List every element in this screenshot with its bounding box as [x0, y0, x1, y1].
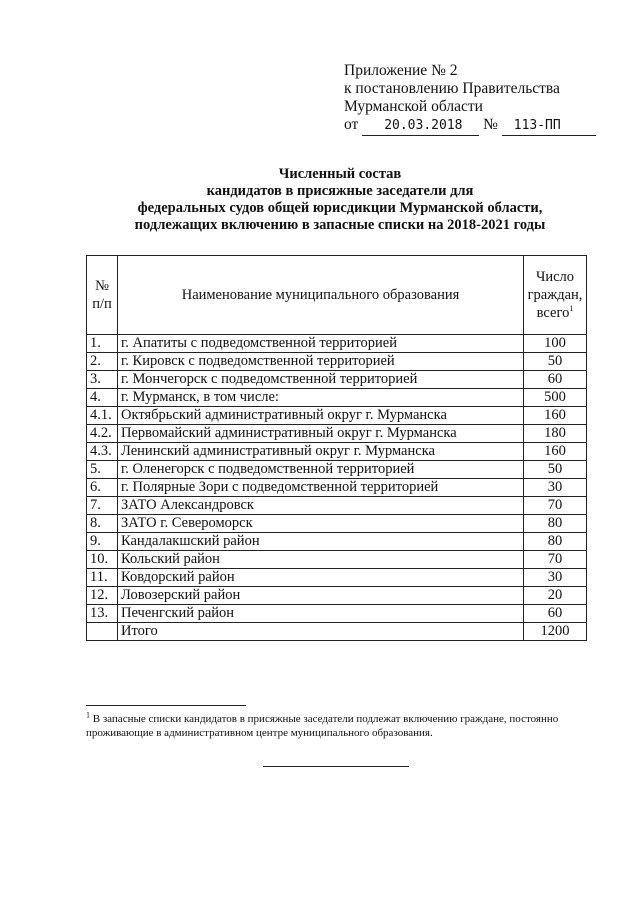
row-value: 30 — [524, 569, 587, 587]
row-number: 4.3. — [87, 443, 118, 461]
table-row — [87, 623, 587, 641]
row-name: Печенгский район — [118, 605, 524, 623]
appendix-line-1: Приложение № 2 — [344, 62, 458, 79]
appendix-line-3: Мурманской области — [344, 98, 483, 115]
row-value: 50 — [524, 461, 587, 479]
title-line-2: кандидатов в присяжные заседатели для — [206, 183, 474, 199]
row-name: г. Оленегорск с подведомственной территорией — [118, 461, 524, 479]
row-number: 1. — [87, 335, 118, 353]
row-value: 500 — [524, 389, 587, 407]
header-number-sign: № — [95, 278, 109, 294]
row-value: 30 — [524, 479, 587, 497]
appendix-header — [344, 62, 596, 136]
row-value: 20 — [524, 587, 587, 605]
table-row — [87, 443, 587, 461]
header-name: Наименование муниципального образования — [118, 256, 524, 335]
table-body — [87, 335, 587, 641]
date-prefix: от — [344, 116, 359, 133]
row-name: ЗАТО г. Североморск — [118, 515, 524, 533]
table-row — [87, 353, 587, 371]
end-separator — [263, 766, 409, 767]
row-value: 70 — [524, 551, 587, 569]
title-line-1: Численный состав — [278, 166, 402, 182]
row-name: Первомайский административный округ г. Мурманска — [118, 425, 524, 443]
row-value: 80 — [524, 533, 587, 551]
row-name: г. Мурманск, в том числе: — [118, 389, 524, 407]
table-row — [87, 605, 587, 623]
appendix-line-2: к постановлению Правительства — [344, 80, 560, 97]
row-name: Кольский район — [118, 551, 524, 569]
title-line-4: подлежащих включению в запасные списки на 2018-2021 годы — [134, 217, 546, 233]
candidates-table — [86, 255, 587, 641]
table-row — [87, 497, 587, 515]
header-number — [87, 256, 118, 335]
row-value: 50 — [524, 353, 587, 371]
row-name: Ковдорский район — [118, 569, 524, 587]
row-name: Ловозерский район — [118, 587, 524, 605]
row-value: 180 — [524, 425, 587, 443]
row-number: 6. — [87, 479, 118, 497]
table-row — [87, 461, 587, 479]
row-number: 13. — [87, 605, 118, 623]
title-line-3: федеральных судов общей юрисдикции Мурманской области, — [137, 200, 543, 216]
table-row — [87, 551, 587, 569]
row-number: 4.2. — [87, 425, 118, 443]
row-value: 80 — [524, 515, 587, 533]
header-number-pp: п/п — [92, 296, 112, 312]
row-value: 160 — [524, 443, 587, 461]
row-name: Итого — [118, 623, 524, 641]
table-row — [87, 479, 587, 497]
row-name: ЗАТО Александровск — [118, 497, 524, 515]
row-value: 60 — [524, 371, 587, 389]
document-title — [90, 166, 590, 234]
resolution-date: 20.03.2018 — [362, 117, 479, 136]
footnote-text: В запасные списки кандидатов в присяжные заседатели подлежат включению граждане, постоянно проживающие в административном центре муниципального образования. — [86, 713, 559, 739]
row-value: 100 — [524, 335, 587, 353]
row-name: г. Полярные Зори с подведомственной территорией — [118, 479, 524, 497]
table-header-row — [87, 256, 587, 335]
row-value: 1200 — [524, 623, 587, 641]
table-row — [87, 587, 587, 605]
row-name: Кандалакшский район — [118, 533, 524, 551]
row-number: 11. — [87, 569, 118, 587]
row-number: 9. — [87, 533, 118, 551]
table-row — [87, 569, 587, 587]
table-row — [87, 533, 587, 551]
row-number: 8. — [87, 515, 118, 533]
row-number: 12. — [87, 587, 118, 605]
row-number — [87, 623, 118, 641]
row-number: 4. — [87, 389, 118, 407]
row-number: 2. — [87, 353, 118, 371]
row-number: 5. — [87, 461, 118, 479]
header-count — [524, 256, 587, 335]
footnote-number: 1 — [86, 710, 90, 720]
row-name: г. Апатиты с подведомственной территорией — [118, 335, 524, 353]
row-number: 10. — [87, 551, 118, 569]
table-row — [87, 389, 587, 407]
row-name: г. Кировск с подведомственной территорией — [118, 353, 524, 371]
row-name: Ленинский административный округ г. Мурманска — [118, 443, 524, 461]
header-count-label: Число граждан, всего — [527, 269, 583, 321]
row-number: 4.1. — [87, 407, 118, 425]
row-value: 160 — [524, 407, 587, 425]
row-value: 70 — [524, 497, 587, 515]
table-row — [87, 515, 587, 533]
row-name: г. Мончегорск с подведомственной территорией — [118, 371, 524, 389]
footnote — [86, 712, 566, 740]
table-row — [87, 425, 587, 443]
table-row — [87, 371, 587, 389]
row-value: 60 — [524, 605, 587, 623]
row-number: 3. — [87, 371, 118, 389]
appendix-date-row — [344, 116, 596, 136]
row-name: Октябрьский административный округ г. Мурманска — [118, 407, 524, 425]
row-number: 7. — [87, 497, 118, 515]
footnote-separator — [86, 705, 246, 706]
footnote-mark: 1 — [569, 304, 574, 314]
table-row — [87, 407, 587, 425]
number-prefix: № — [483, 116, 498, 133]
table-row — [87, 335, 587, 353]
resolution-number: 113-ПП — [502, 117, 596, 136]
